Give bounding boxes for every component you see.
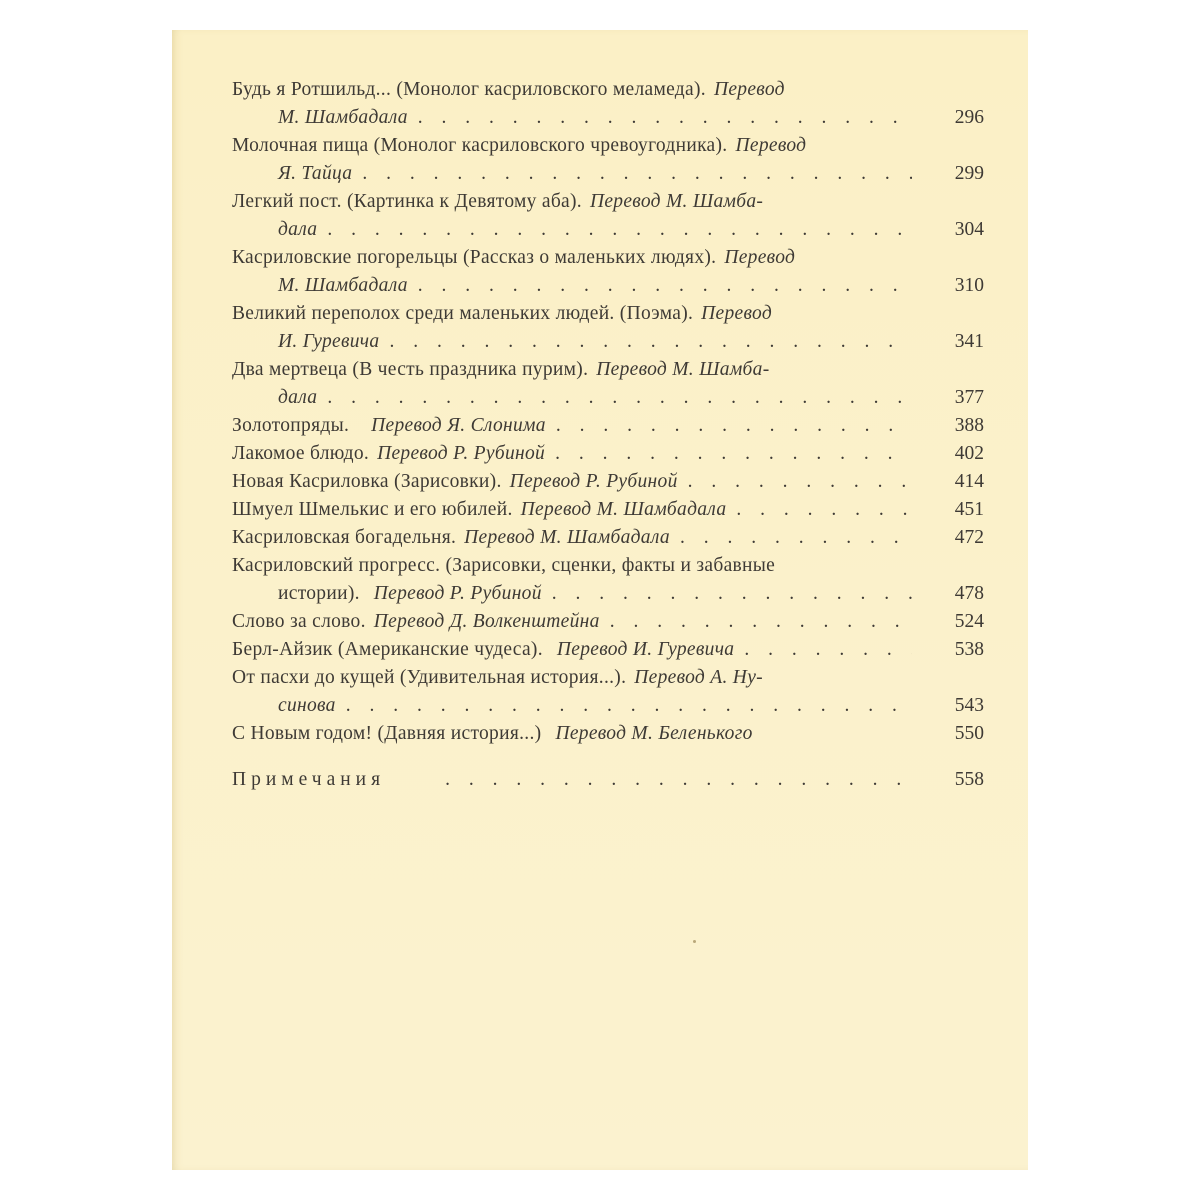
entry-title: Золотопряды. (232, 415, 350, 436)
entry-translator-continued: И. Гуревича (278, 331, 380, 352)
dot-leader (680, 524, 912, 552)
toc-entry (232, 76, 984, 132)
entry-title: Великий переполох среди маленьких людей. (Поэма). (232, 303, 694, 324)
entry-title: Два мертвеца (В честь праздника пурим). (232, 359, 589, 380)
entry-title: Лакомое блюдо. (232, 443, 370, 464)
entry-translator: Перевод (735, 135, 807, 156)
toc-entry (232, 244, 984, 300)
toc-entry (232, 132, 984, 188)
dot-leader (552, 580, 912, 608)
entry-page-number: 377 (954, 387, 984, 408)
entry-title-continued: истории). (278, 583, 360, 604)
dot-leader (555, 440, 912, 468)
dot-leader (346, 692, 912, 720)
entry-title: Будь я Ротшильд... (Монолог касриловского меламеда). (232, 79, 706, 100)
entry-page-number: 472 (954, 527, 984, 548)
entry-title: Касриловский прогресс. (Зарисовки, сценки, факты и забавные (232, 555, 776, 576)
entry-title: Берл-Айзик (Американские чудеса). (232, 639, 543, 660)
entry-page-number: 341 (954, 331, 984, 352)
toc-entry (232, 664, 984, 720)
toc-entry (232, 188, 984, 244)
entry-page-number: 538 (954, 639, 984, 660)
entry-translator: Перевод М. Шамбадала (464, 527, 670, 548)
entry-translator: Перевод И. Гуревича (556, 639, 735, 660)
entry-translator-continued: дала (278, 387, 318, 408)
entry-page-number: 543 (954, 695, 984, 716)
entry-page-number: 299 (954, 163, 984, 184)
entry-title: От пасхи до кущей (Удивительная история...). (232, 667, 627, 688)
entry-translator: Перевод М. Беленького (555, 723, 753, 744)
entry-translator: Перевод Р. Рубиной (377, 443, 546, 464)
entry-translator-continued: М. Шамбадала (278, 107, 408, 128)
entry-translator: Перевод М. Шамба- (589, 191, 764, 212)
dot-leader (688, 468, 912, 496)
entry-page-number: 304 (954, 219, 984, 240)
toc-entry (232, 496, 984, 524)
entry-translator: Перевод (701, 303, 772, 324)
entry-page-number: 414 (954, 471, 984, 492)
toc-entry (232, 524, 984, 552)
entry-translator-continued: синова (278, 695, 336, 716)
entry-page-number: 310 (954, 275, 984, 296)
dot-leader (362, 160, 912, 188)
dot-leader (445, 766, 912, 794)
toc-entry (232, 608, 984, 636)
entry-translator: Перевод Д. Волкенштейна (373, 611, 600, 632)
entry-page-number: 402 (954, 443, 984, 464)
entry-title: Шмуел Шмелькис и его юбилей. (232, 499, 513, 520)
toc-entry (232, 552, 984, 608)
entry-translator: Перевод М. Шамбадала (520, 499, 727, 520)
entry-page-number: 524 (954, 611, 984, 632)
entry-title: Слово за слово. (232, 611, 366, 632)
entry-title: С Новым годом! (Давняя история...) (232, 723, 542, 744)
toc-entry (232, 300, 984, 356)
dot-leader (327, 384, 912, 412)
notes-page-number: 558 (954, 769, 984, 790)
entry-title: Молочная пища (Монолог касриловского чревоугодника). (232, 135, 728, 156)
entry-page-number: 451 (954, 499, 984, 520)
entry-page-number: 296 (954, 107, 984, 128)
table-of-contents (232, 76, 984, 794)
dot-leader (556, 412, 912, 440)
entry-translator: Перевод Я. Слонима (371, 415, 546, 436)
toc-entry (232, 440, 984, 468)
entry-translator: Перевод (724, 247, 796, 268)
entry-page-number: 550 (954, 723, 984, 744)
toc-entry (232, 468, 984, 496)
toc-entry (232, 412, 984, 440)
toc-entry (232, 636, 984, 664)
notes-title: Примечания (232, 769, 386, 790)
toc-entry (232, 356, 984, 412)
dot-leader (744, 636, 912, 664)
entry-title: Легкий пост. (Картинка к Девятому аба). (232, 191, 582, 212)
toc-entry (232, 720, 984, 748)
toc-entry-notes (232, 766, 984, 794)
dot-leader (418, 272, 912, 300)
entry-translator: Перевод Р. Рубиной (373, 583, 542, 604)
paper-speck (693, 940, 696, 943)
dot-leader (736, 496, 912, 524)
entry-translator-continued: дала (278, 219, 318, 240)
entry-translator: Перевод (713, 79, 785, 100)
entry-page-number: 388 (954, 415, 984, 436)
entry-translator: Перевод М. Шамба- (596, 359, 770, 380)
dot-leader (610, 608, 912, 636)
entry-page-number: 478 (954, 583, 984, 604)
dot-leader (327, 216, 912, 244)
entry-translator: Перевод А. Ну- (634, 667, 763, 688)
dot-leader (418, 104, 912, 132)
entry-translator-continued: М. Шамбадала (278, 275, 408, 296)
entry-title: Касриловская богадельня. (232, 527, 457, 548)
entry-translator: Перевод Р. Рубиной (509, 471, 678, 492)
entry-title: Новая Касриловка (Зарисовки). (232, 471, 502, 492)
entry-translator-continued: Я. Тайца (278, 163, 353, 184)
entry-title: Касриловские погорельцы (Рассказ о маленьких людях). (232, 247, 717, 268)
dot-leader (389, 328, 912, 356)
